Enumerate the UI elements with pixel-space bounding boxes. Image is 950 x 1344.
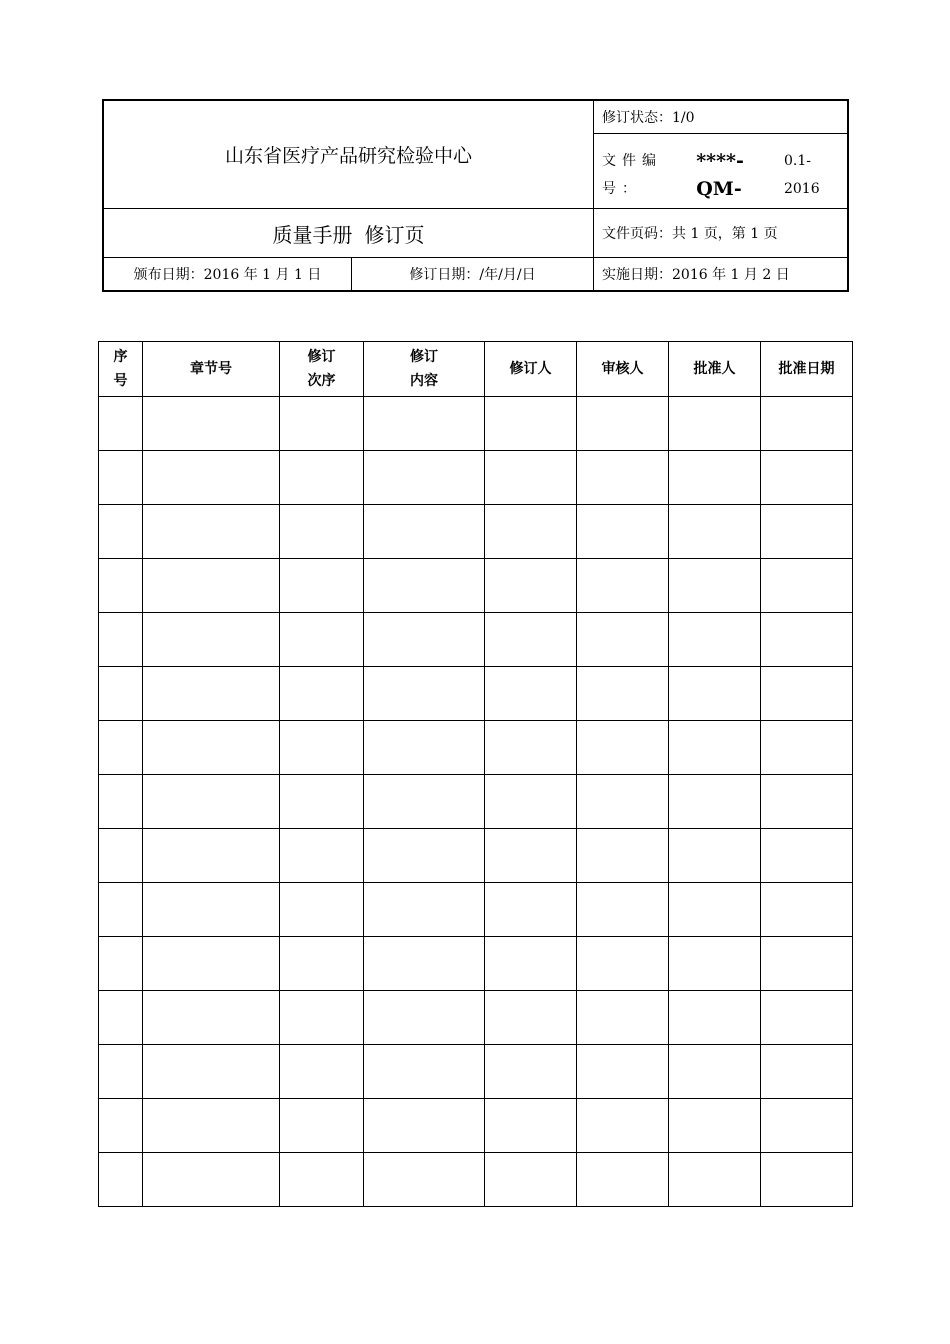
table-cell[interactable] <box>761 667 853 721</box>
table-cell[interactable] <box>364 883 485 937</box>
table-cell[interactable] <box>761 505 853 559</box>
table-cell[interactable] <box>364 613 485 667</box>
table-cell[interactable] <box>577 667 669 721</box>
document-header <box>102 99 849 292</box>
revision-table-body <box>99 397 853 1207</box>
table-cell[interactable] <box>364 991 485 1045</box>
table-cell[interactable] <box>143 451 280 505</box>
table-cell[interactable] <box>577 721 669 775</box>
table-cell[interactable] <box>761 559 853 613</box>
table-row <box>99 937 853 991</box>
table-cell[interactable] <box>280 1045 364 1099</box>
table-cell[interactable] <box>99 937 143 991</box>
table-cell[interactable] <box>761 397 853 451</box>
table-row <box>99 613 853 667</box>
table-row <box>99 1153 853 1207</box>
table-cell[interactable] <box>761 721 853 775</box>
table-cell[interactable] <box>364 1099 485 1153</box>
table-row <box>99 397 853 451</box>
table-cell[interactable] <box>143 505 280 559</box>
table-cell[interactable] <box>280 1099 364 1153</box>
table-cell[interactable] <box>669 1099 761 1153</box>
col-header-serial-no: 序 号 <box>99 342 143 397</box>
table-row <box>99 829 853 883</box>
table-cell[interactable] <box>485 667 577 721</box>
table-cell[interactable] <box>669 721 761 775</box>
table-cell[interactable] <box>99 613 143 667</box>
organization-name: 山东省医疗产品研究检验中心 <box>104 101 594 209</box>
table-cell[interactable] <box>99 1153 143 1207</box>
col-header-approver: 批准人 <box>669 342 761 397</box>
table-row <box>99 559 853 613</box>
table-cell[interactable] <box>99 721 143 775</box>
table-cell[interactable] <box>761 775 853 829</box>
table-cell[interactable] <box>99 505 143 559</box>
table-cell[interactable] <box>761 883 853 937</box>
table-cell[interactable] <box>280 505 364 559</box>
table-cell[interactable] <box>669 505 761 559</box>
table-cell[interactable] <box>280 721 364 775</box>
table-cell[interactable] <box>280 451 364 505</box>
table-cell[interactable] <box>364 667 485 721</box>
table-cell[interactable] <box>577 451 669 505</box>
table-cell[interactable] <box>143 1153 280 1207</box>
table-cell[interactable] <box>761 937 853 991</box>
table-cell[interactable] <box>364 829 485 883</box>
col-header-revision-content: 修订 内容 <box>364 342 485 397</box>
table-cell[interactable] <box>577 559 669 613</box>
table-cell[interactable] <box>280 397 364 451</box>
table-cell[interactable] <box>143 883 280 937</box>
table-cell[interactable] <box>143 937 280 991</box>
col-header-reviewer: 审核人 <box>577 342 669 397</box>
table-cell[interactable] <box>577 775 669 829</box>
table-cell[interactable] <box>485 559 577 613</box>
table-row <box>99 775 853 829</box>
table-cell[interactable] <box>364 559 485 613</box>
table-cell[interactable] <box>99 667 143 721</box>
table-cell[interactable] <box>485 505 577 559</box>
table-row <box>99 883 853 937</box>
table-cell[interactable] <box>577 991 669 1045</box>
table-row <box>99 505 853 559</box>
table-cell[interactable] <box>485 397 577 451</box>
table-cell[interactable] <box>99 1045 143 1099</box>
page-info: 文件页码：共 1 页，第 1 页 <box>594 209 849 258</box>
table-cell[interactable] <box>485 1099 577 1153</box>
table-cell[interactable] <box>669 937 761 991</box>
table-cell[interactable] <box>761 613 853 667</box>
revision-date: 修订日期：/年/月/日 <box>352 258 594 290</box>
table-cell[interactable] <box>669 883 761 937</box>
table-cell[interactable] <box>280 1153 364 1207</box>
table-cell[interactable] <box>364 1045 485 1099</box>
table-cell[interactable] <box>485 775 577 829</box>
table-row <box>99 991 853 1045</box>
col-header-reviser: 修订人 <box>485 342 577 397</box>
table-cell[interactable] <box>577 613 669 667</box>
table-cell[interactable] <box>577 829 669 883</box>
col-header-section-no: 章节号 <box>143 342 280 397</box>
table-cell[interactable] <box>143 559 280 613</box>
table-cell[interactable] <box>577 937 669 991</box>
table-cell[interactable] <box>761 1099 853 1153</box>
table-cell[interactable] <box>485 721 577 775</box>
table-cell[interactable] <box>761 991 853 1045</box>
table-cell[interactable] <box>669 991 761 1045</box>
table-cell[interactable] <box>143 1045 280 1099</box>
table-cell[interactable] <box>280 613 364 667</box>
table-cell[interactable] <box>143 829 280 883</box>
table-cell[interactable] <box>669 1045 761 1099</box>
table-row <box>99 451 853 505</box>
document-title <box>104 209 594 258</box>
table-cell[interactable] <box>669 451 761 505</box>
table-cell[interactable] <box>364 937 485 991</box>
revision-status: 修订状态：1/0 <box>594 101 849 134</box>
table-cell[interactable] <box>280 559 364 613</box>
table-cell[interactable] <box>99 559 143 613</box>
table-cell[interactable] <box>485 991 577 1045</box>
table-cell[interactable] <box>99 883 143 937</box>
table-cell[interactable] <box>364 397 485 451</box>
table-cell[interactable] <box>761 829 853 883</box>
effective-date: 实施日期：2016 年 1 月 2 日 <box>602 267 790 283</box>
col-header-approval-date: 批准日期 <box>761 342 853 397</box>
table-cell[interactable] <box>669 1153 761 1207</box>
table-cell[interactable] <box>143 991 280 1045</box>
table-row <box>99 1045 853 1099</box>
col-header-revision-order: 修订 次序 <box>280 342 364 397</box>
table-cell[interactable] <box>143 667 280 721</box>
table-cell[interactable] <box>577 1099 669 1153</box>
table-cell[interactable] <box>485 883 577 937</box>
table-cell[interactable] <box>280 937 364 991</box>
table-cell[interactable] <box>577 397 669 451</box>
file-number <box>594 134 849 209</box>
table-cell[interactable] <box>761 451 853 505</box>
table-cell[interactable] <box>280 667 364 721</box>
revision-table <box>98 341 853 1207</box>
table-row <box>99 1099 853 1153</box>
table-cell[interactable] <box>577 1153 669 1207</box>
table-cell[interactable] <box>99 451 143 505</box>
document-title-main: 质量手册 <box>272 222 353 247</box>
table-cell[interactable] <box>761 1153 853 1207</box>
table-cell[interactable] <box>143 397 280 451</box>
file-number-suffix: 0.1-2016 <box>783 153 820 197</box>
issue-date: 颁布日期：2016 年 1 月 1 日 <box>104 258 352 290</box>
table-header-row <box>99 342 853 397</box>
table-cell[interactable] <box>99 397 143 451</box>
table-cell[interactable] <box>364 1153 485 1207</box>
table-cell[interactable] <box>577 883 669 937</box>
table-cell[interactable] <box>485 1153 577 1207</box>
table-cell[interactable] <box>99 1099 143 1153</box>
file-number-label: 文件编号： <box>602 153 662 197</box>
table-cell[interactable] <box>99 991 143 1045</box>
table-cell[interactable] <box>364 451 485 505</box>
document-title-sub: 修订页 <box>364 222 425 247</box>
table-cell[interactable] <box>280 883 364 937</box>
table-cell[interactable] <box>485 937 577 991</box>
table-cell[interactable] <box>364 505 485 559</box>
table-cell[interactable] <box>485 829 577 883</box>
table-cell[interactable] <box>143 613 280 667</box>
table-cell[interactable] <box>280 775 364 829</box>
table-cell[interactable] <box>99 775 143 829</box>
table-cell[interactable] <box>669 559 761 613</box>
table-cell[interactable] <box>669 397 761 451</box>
table-cell[interactable] <box>143 775 280 829</box>
table-cell[interactable] <box>669 775 761 829</box>
table-cell[interactable] <box>364 775 485 829</box>
table-cell[interactable] <box>364 721 485 775</box>
table-row <box>99 667 853 721</box>
table-cell[interactable] <box>669 667 761 721</box>
table-cell[interactable] <box>143 1099 280 1153</box>
table-cell[interactable] <box>280 991 364 1045</box>
table-cell[interactable] <box>485 613 577 667</box>
table-cell[interactable] <box>99 829 143 883</box>
table-cell[interactable] <box>577 505 669 559</box>
table-cell[interactable] <box>485 1045 577 1099</box>
file-number-code: ****-QM- <box>696 150 744 200</box>
table-cell[interactable] <box>761 1045 853 1099</box>
table-cell[interactable] <box>669 613 761 667</box>
table-cell[interactable] <box>485 451 577 505</box>
table-cell[interactable] <box>577 1045 669 1099</box>
table-cell[interactable] <box>143 721 280 775</box>
table-row <box>99 721 853 775</box>
table-cell[interactable] <box>669 829 761 883</box>
table-cell[interactable] <box>280 829 364 883</box>
